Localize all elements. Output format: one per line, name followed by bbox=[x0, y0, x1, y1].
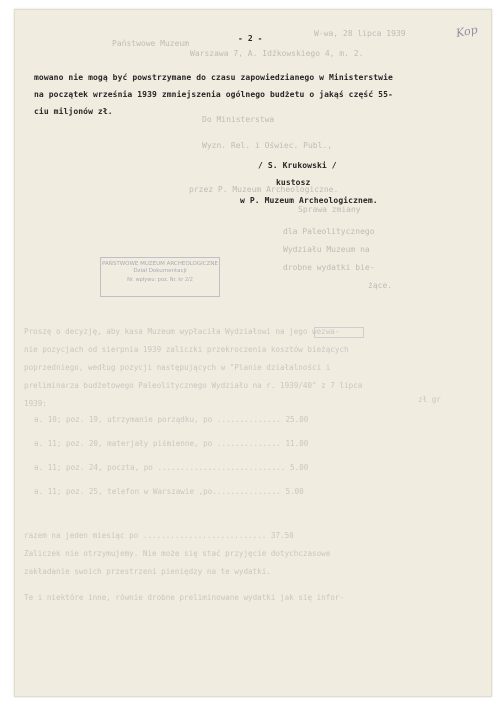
bleed-item-line: a. 10; poz. 19, utrzymanie porządku, po .............. 25.00 bbox=[34, 415, 309, 424]
body-line: ciu miljonów zł. bbox=[34, 107, 113, 116]
bleed-left-column-line: Sprawa zmiany bbox=[298, 205, 361, 214]
bleed-address-line: Państwowe Muzeum bbox=[112, 39, 190, 48]
bleed-header-date: W-wa, 28 lipca 1939 bbox=[314, 29, 406, 38]
bleed-item-line: a. 11; poz. 24, poczta, po ............................ 5.00 bbox=[34, 463, 309, 472]
bleed-item-line: a. 11; poz. 25, telefon w Warszawie ,po............... 5.00 bbox=[34, 487, 304, 496]
bleed-left-column-line: drobne wydatki bie- bbox=[283, 263, 375, 272]
stamp-line: Dział Dokumentacji bbox=[133, 268, 187, 274]
body-line: mowano nie mogą być powstrzymane do czasu zapowiedzianego w Ministerstwie bbox=[34, 73, 393, 82]
document-page bbox=[14, 9, 492, 697]
bleed-paragraph-line: 1939: bbox=[24, 399, 47, 408]
stamp-line: PAŃSTWOWE MUZEUM ARCHEOLOGICZNE bbox=[102, 261, 218, 267]
bleed-left-column-line: Wyzn. Rel. i Oświec. Publ., bbox=[202, 141, 333, 150]
bleed-left-column-line: przez P. Muzeum Archeologiczne. bbox=[189, 185, 339, 194]
bleed-left-column-line: Wydziału Muzeum na bbox=[283, 245, 370, 254]
bleed-column-header: zł gr bbox=[418, 395, 441, 404]
handwritten-corner-mark: Kop bbox=[455, 23, 479, 40]
bleed-paragraph-line: poprzedniego, według pozycji następujących w "Planie działalności i bbox=[24, 363, 331, 372]
bleed-closing-line: razem na jeden miesiąc po ........................... 37.50 bbox=[24, 531, 294, 540]
signature-name: / S. Krukowski / bbox=[258, 161, 337, 170]
bleed-closing-line: zakładanie swoich przestrzeni pieniędzy na te wydatki. bbox=[24, 567, 271, 576]
page-number: - 2 - bbox=[238, 34, 263, 43]
bleed-closing-line: Zaliczek nie otrzymujemy. Nie może się stać przyjęcie dotychczasowe bbox=[24, 549, 331, 558]
bleed-paragraph-line: Proszę o decyzję, aby kasa Muzeum wypłaciła Wydziałowi na jego wezwa- bbox=[24, 327, 340, 336]
bleed-left-column-line: żące. bbox=[368, 281, 393, 290]
body-line: na początek września 1939 zmniejszenia ogólnego budżetu o jakąś część 55- bbox=[34, 90, 393, 99]
bleed-paragraph-line: preliminarza budżetowego Paleolitycznego Wydziału na r. 1939/40" z 7 lipca bbox=[24, 381, 363, 390]
bleed-closing-line: Te i niektóre inne, równie drobne preliminowane wydatki jak się infor- bbox=[24, 593, 345, 602]
archive-stamp bbox=[100, 257, 220, 297]
stamp-line: Nr. wpływu: poz. Nr. kr 2/2 bbox=[127, 277, 193, 283]
bleed-address-line: Warszawa 7, A. Idźkowskiego 4, m. 2. bbox=[190, 49, 364, 58]
bleed-left-column-line: Do Ministerstwa bbox=[202, 115, 275, 124]
signature-institution: w P. Muzeum Archeologicznem. bbox=[240, 196, 378, 205]
bleed-item-line: a. 11; poz. 20, materjały piśmienne, po .............. 11.00 bbox=[34, 439, 309, 448]
signature-title: kustosz bbox=[276, 178, 311, 187]
bleed-paragraph-line: nie pozycjach od sierpnia 1939 zaliczki przekroczenia kosztów bieżących bbox=[24, 345, 349, 354]
bleed-left-column-line: dla Paleolitycznego bbox=[283, 227, 375, 236]
